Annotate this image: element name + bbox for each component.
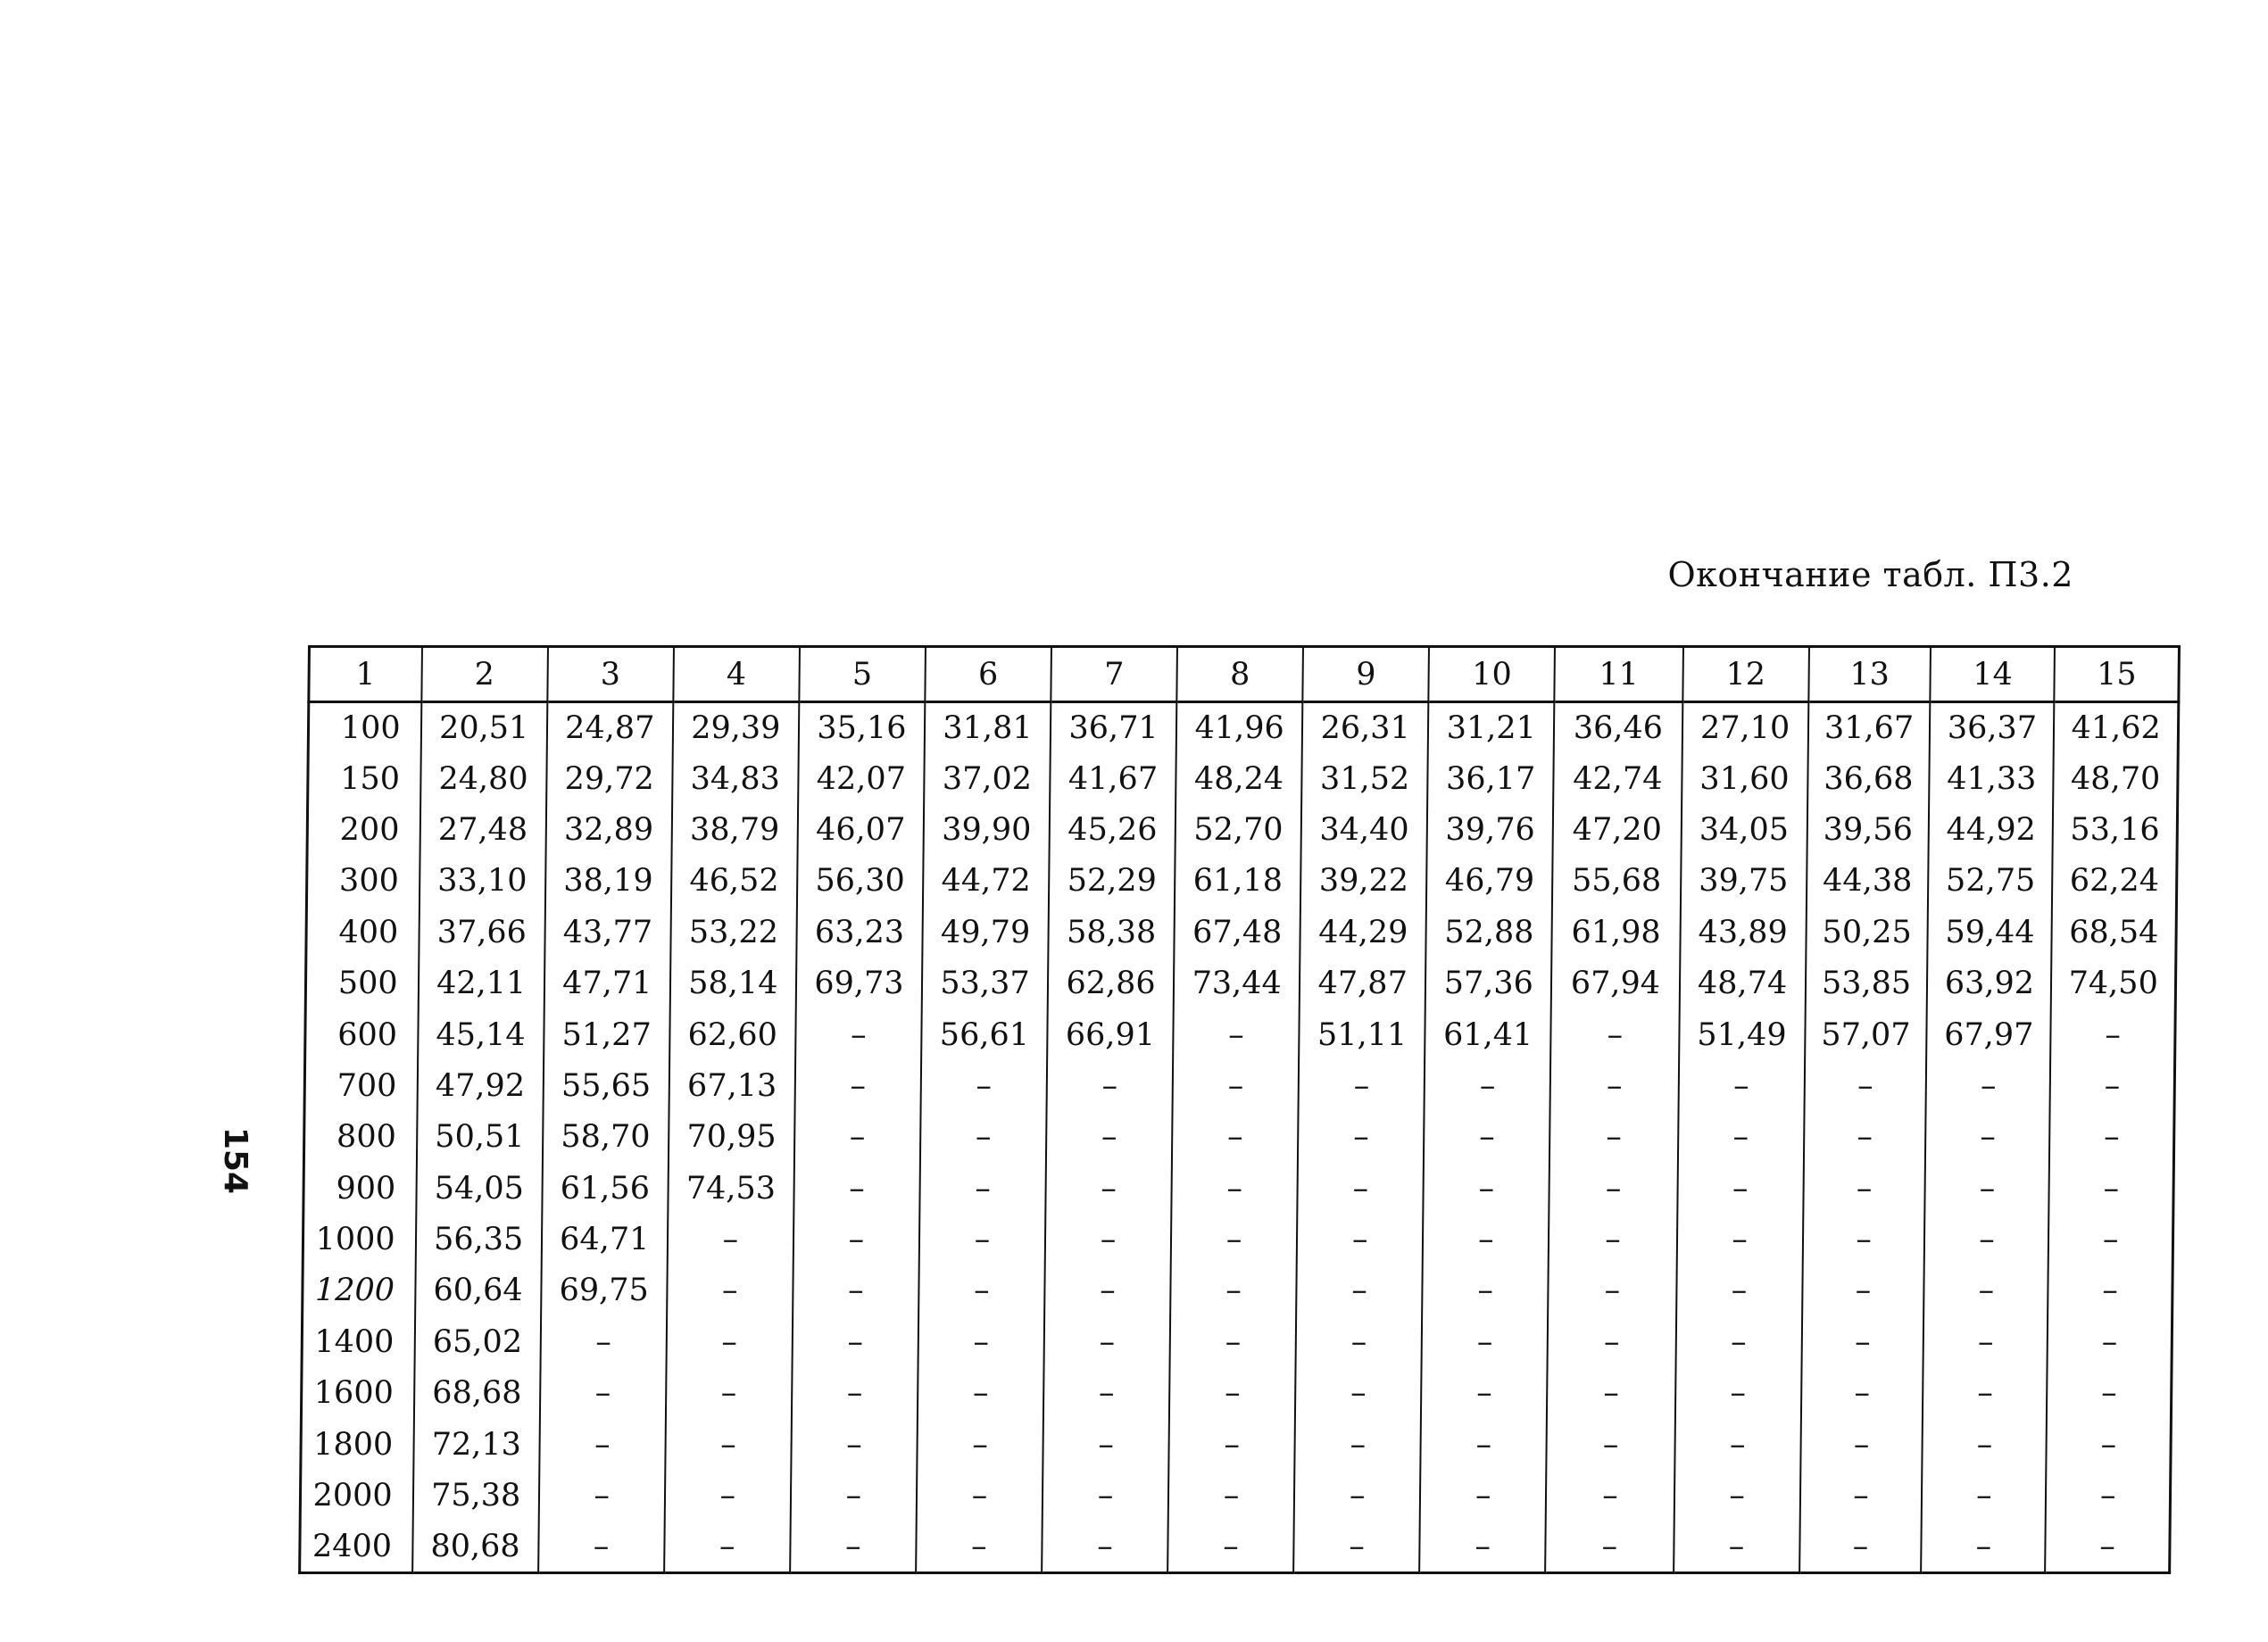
- table-cell: –: [1548, 1316, 1676, 1367]
- table-cell: 33,10: [420, 856, 546, 907]
- table-cell: 39,56: [1807, 804, 1929, 855]
- table-cell: –: [668, 1214, 794, 1265]
- column-header-10: 10: [1429, 647, 1556, 702]
- page-number: 154: [217, 1126, 254, 1195]
- table-row: [300, 1522, 2171, 1572]
- table-cell: 36,68: [1807, 753, 1930, 804]
- table-cell: –: [665, 1470, 792, 1521]
- table-cell: 65,02: [414, 1316, 541, 1367]
- table-caption: Окончание табл. П3.2: [1667, 555, 2073, 594]
- table-cell: 74,53: [668, 1163, 794, 1214]
- table-cell: –: [1043, 1419, 1169, 1470]
- table-cell: 39,75: [1680, 856, 1807, 907]
- table-cell: 50,51: [417, 1112, 544, 1163]
- table-cell: 29,39: [673, 702, 800, 753]
- row-label-cell: 300: [306, 856, 420, 907]
- table-cell: –: [1799, 1522, 1922, 1572]
- table-cell: 69,73: [796, 958, 923, 1008]
- table-row: [308, 702, 2179, 753]
- table-cell: 52,88: [1426, 907, 1553, 958]
- table-cell: –: [1294, 1419, 1421, 1470]
- table-cell: 57,36: [1425, 958, 1552, 1008]
- table-cell: 66,91: [1047, 1009, 1174, 1060]
- table-cell: –: [791, 1419, 918, 1470]
- table-cell: –: [1042, 1522, 1168, 1572]
- table-cell: 39,90: [923, 804, 1050, 855]
- table-cell: –: [1419, 1522, 1546, 1572]
- column-header-15: 15: [2055, 647, 2180, 702]
- table-cell: –: [1550, 1060, 1679, 1111]
- data-table: [298, 645, 2181, 1574]
- table-cell: 50,25: [1806, 907, 1928, 958]
- row-label-cell: 700: [304, 1060, 418, 1111]
- table-cell: –: [790, 1522, 917, 1572]
- table-cell: –: [1674, 1470, 1800, 1521]
- table-cell: 38,79: [671, 804, 798, 855]
- table-cell: 35,16: [799, 702, 926, 753]
- table-cell: 67,94: [1551, 958, 1680, 1008]
- table-cell: 67,13: [669, 1060, 795, 1111]
- table-cell: –: [1425, 1060, 1551, 1111]
- table-cell: –: [1801, 1368, 1923, 1419]
- row-label-cell: 900: [303, 1163, 417, 1214]
- table-cell: 47,20: [1553, 804, 1682, 855]
- table-cell: 58,70: [543, 1112, 669, 1163]
- table-cell: –: [1421, 1419, 1548, 1470]
- table-cell: 45,14: [418, 1009, 544, 1060]
- table-cell: 42,07: [798, 753, 925, 804]
- table-cell: –: [793, 1265, 919, 1316]
- row-label-cell: 1600: [301, 1368, 414, 1419]
- row-label-cell: 400: [306, 907, 420, 958]
- table-cell: –: [920, 1060, 1047, 1111]
- column-header-4: 4: [673, 647, 800, 702]
- table-cell: 61,18: [1175, 856, 1301, 907]
- row-label-cell: 800: [303, 1112, 417, 1163]
- table-cell: –: [1173, 1009, 1300, 1060]
- table-cell: 31,67: [1807, 702, 1930, 753]
- table-cell: –: [1804, 1112, 1926, 1163]
- table-cell: –: [1674, 1522, 1800, 1572]
- table-cell: 62,24: [2052, 856, 2177, 907]
- table-cell: 48,24: [1176, 753, 1302, 804]
- table-cell: –: [1170, 1316, 1297, 1367]
- column-header-9: 9: [1303, 647, 1430, 702]
- table-cell: –: [1297, 1163, 1424, 1214]
- table-cell: –: [2047, 1368, 2172, 1419]
- table-cell: 44,29: [1300, 907, 1427, 958]
- table-cell: –: [2048, 1316, 2172, 1367]
- table-cell: –: [792, 1316, 918, 1367]
- table-cell: –: [1044, 1316, 1171, 1367]
- table-cell: –: [1678, 1060, 1805, 1111]
- table-cell: –: [1675, 1316, 1802, 1367]
- table-cell: –: [1925, 1112, 2050, 1163]
- table-cell: –: [1922, 1522, 2047, 1572]
- table-row: [306, 907, 2177, 958]
- table-cell: 34,83: [672, 753, 799, 804]
- table-cell: –: [1043, 1470, 1169, 1521]
- table-cell: –: [1802, 1214, 1924, 1265]
- row-label-cell: 150: [308, 753, 421, 804]
- table-cell: 36,46: [1554, 702, 1682, 753]
- table-cell: 48,70: [2054, 753, 2179, 804]
- table-cell: 58,14: [670, 958, 797, 1008]
- table-cell: 29,72: [546, 753, 673, 804]
- row-label-cell: 200: [307, 804, 420, 855]
- column-header-7: 7: [1051, 647, 1177, 702]
- table-cell: –: [1548, 1265, 1676, 1316]
- table-cell: –: [2048, 1214, 2173, 1265]
- table-row: [307, 804, 2178, 855]
- table-cell: –: [794, 1112, 921, 1163]
- table-cell: 59,44: [1928, 907, 2053, 958]
- table-row: [300, 1470, 2171, 1521]
- table-cell: 45,26: [1050, 804, 1176, 855]
- table-cell: –: [793, 1214, 920, 1265]
- table-row: [303, 1163, 2174, 1214]
- table-cell: 24,87: [546, 702, 673, 753]
- table-cell: –: [1173, 1060, 1300, 1111]
- table-cell: –: [2049, 1112, 2174, 1163]
- table-cell: –: [1547, 1368, 1675, 1419]
- column-header-3: 3: [547, 647, 674, 702]
- table-cell: –: [1170, 1265, 1297, 1316]
- table-cell: 56,30: [797, 856, 924, 907]
- table-cell: –: [1171, 1214, 1298, 1265]
- table-cell: 54,05: [416, 1163, 543, 1214]
- table-cell: 74,50: [2051, 958, 2176, 1008]
- table-cell: –: [1172, 1112, 1299, 1163]
- table-cell: 52,75: [1928, 856, 2053, 907]
- table-cell: 53,22: [670, 907, 797, 958]
- table-cell: –: [920, 1112, 1047, 1163]
- table-cell: 55,68: [1552, 856, 1681, 907]
- column-header-11: 11: [1555, 647, 1683, 702]
- table-cell: 36,17: [1427, 753, 1554, 804]
- table-cell: 42,11: [418, 958, 544, 1008]
- table-cell: –: [666, 1368, 793, 1419]
- table-cell: 61,56: [542, 1163, 669, 1214]
- table-cell: 43,89: [1680, 907, 1807, 958]
- table-cell: –: [538, 1522, 665, 1572]
- table-cell: –: [1802, 1265, 1924, 1316]
- table-cell: –: [1923, 1419, 2048, 1470]
- table-cell: 39,22: [1300, 856, 1427, 907]
- table-cell: –: [1676, 1214, 1803, 1265]
- table-cell: –: [538, 1470, 665, 1521]
- row-label-cell: 2400: [300, 1522, 413, 1572]
- table-cell: –: [1550, 1009, 1679, 1060]
- table-cell: 46,52: [671, 856, 798, 907]
- table-cell: –: [918, 1368, 1044, 1419]
- column-header-13: 13: [1808, 647, 1931, 702]
- table-cell: 47,92: [417, 1060, 544, 1111]
- table-row: [303, 1265, 2173, 1316]
- table-row: [308, 753, 2179, 804]
- table-cell: –: [1168, 1419, 1295, 1470]
- table-cell: –: [1171, 1163, 1298, 1214]
- table-cell: 53,37: [922, 958, 1049, 1008]
- table-row: [306, 856, 2177, 907]
- row-label-cell: 1400: [302, 1316, 415, 1367]
- table-cell: 61,41: [1425, 1009, 1551, 1060]
- table-cell: –: [1424, 1163, 1550, 1214]
- table-cell: –: [1420, 1470, 1547, 1521]
- table-cell: 26,31: [1302, 702, 1429, 753]
- table-cell: –: [1047, 1060, 1174, 1111]
- table-cell: 24,80: [420, 753, 547, 804]
- table-cell: –: [1424, 1112, 1550, 1163]
- header-row: [309, 647, 2180, 702]
- table-cell: 39,76: [1427, 804, 1554, 855]
- table-cell: 47,71: [544, 958, 670, 1008]
- table-cell: 36,37: [1930, 702, 2055, 753]
- table-cell: –: [1422, 1316, 1549, 1367]
- table-cell: 46,07: [797, 804, 924, 855]
- table-cell: –: [1043, 1368, 1170, 1419]
- table-cell: 67,48: [1174, 907, 1300, 958]
- table-cell: 68,68: [414, 1368, 541, 1419]
- table-cell: –: [916, 1522, 1043, 1572]
- table-cell: –: [1674, 1368, 1801, 1419]
- table-cell: 63,92: [1927, 958, 2052, 1008]
- table-body: [300, 702, 2179, 1573]
- column-header-12: 12: [1682, 647, 1809, 702]
- table-cell: –: [791, 1470, 918, 1521]
- table-cell: 61,98: [1552, 907, 1681, 958]
- table-cell: –: [794, 1060, 921, 1111]
- table-cell: 51,49: [1679, 1009, 1806, 1060]
- table-cell: 31,21: [1428, 702, 1555, 753]
- table-cell: 34,40: [1301, 804, 1428, 855]
- table-row: [305, 958, 2176, 1008]
- table-cell: 63,23: [796, 907, 923, 958]
- table-cell: –: [1549, 1112, 1678, 1163]
- table-cell: 31,52: [1301, 753, 1428, 804]
- table-cell: 37,02: [924, 753, 1051, 804]
- table-cell: 70,95: [669, 1112, 795, 1163]
- table-cell: 51,27: [544, 1009, 670, 1060]
- table-row: [303, 1112, 2174, 1163]
- table-cell: 52,70: [1176, 804, 1302, 855]
- table-cell: 49,79: [922, 907, 1049, 958]
- table-cell: –: [665, 1419, 792, 1470]
- table-cell: –: [919, 1214, 1046, 1265]
- table-row: [301, 1368, 2172, 1419]
- table-cell: 34,05: [1681, 804, 1807, 855]
- column-header-6: 6: [925, 647, 1051, 702]
- table-cell: 75,38: [412, 1470, 539, 1521]
- table-cell: 41,96: [1176, 702, 1303, 753]
- column-header-1: 1: [309, 647, 422, 702]
- table-cell: 62,60: [669, 1009, 796, 1060]
- column-header-5: 5: [799, 647, 926, 702]
- table-cell: –: [1799, 1470, 1922, 1521]
- table-cell: –: [1169, 1368, 1296, 1419]
- table-cell: –: [1803, 1163, 1925, 1214]
- table-cell: –: [917, 1419, 1043, 1470]
- table-cell: –: [1299, 1060, 1425, 1111]
- table-cell: –: [1674, 1419, 1801, 1470]
- table-cell: –: [1924, 1214, 2049, 1265]
- table-cell: –: [1923, 1368, 2048, 1419]
- row-label-cell: 1000: [303, 1214, 416, 1265]
- row-label-cell: 100: [308, 702, 421, 753]
- table-cell: –: [1296, 1265, 1423, 1316]
- table-cell: 37,66: [419, 907, 545, 958]
- column-header-2: 2: [421, 647, 548, 702]
- row-label-cell: 1800: [301, 1419, 414, 1470]
- table-cell: –: [795, 1009, 922, 1060]
- table-cell: 27,48: [420, 804, 546, 855]
- table-cell: –: [1421, 1368, 1548, 1419]
- table-cell: 36,71: [1051, 702, 1177, 753]
- table-cell: 31,60: [1682, 753, 1808, 804]
- table-cell: –: [539, 1419, 666, 1470]
- table-cell: 32,89: [545, 804, 672, 855]
- table-row: [302, 1316, 2172, 1367]
- table-cell: –: [1924, 1265, 2049, 1316]
- table-cell: 67,97: [1927, 1009, 2052, 1060]
- table-cell: –: [917, 1470, 1043, 1521]
- table-cell: –: [2049, 1163, 2174, 1214]
- table-cell: –: [1297, 1214, 1424, 1265]
- table-cell: –: [1926, 1060, 2051, 1111]
- table-row: [305, 1009, 2176, 1060]
- table-cell: 53,16: [2053, 804, 2178, 855]
- table-cell: –: [792, 1368, 918, 1419]
- table-cell: 27,10: [1682, 702, 1808, 753]
- table-cell: 48,74: [1679, 958, 1806, 1008]
- column-header-8: 8: [1176, 647, 1303, 702]
- table-cell: 64,71: [541, 1214, 668, 1265]
- table-cell: –: [2046, 1470, 2171, 1521]
- table-cell: –: [1804, 1060, 1926, 1111]
- table-cell: –: [1295, 1368, 1422, 1419]
- table-cell: –: [1800, 1419, 1923, 1470]
- table-cell: 20,51: [420, 702, 547, 753]
- table-cell: –: [1168, 1470, 1295, 1521]
- row-label-cell: 2000: [300, 1470, 413, 1521]
- table-cell: 51,11: [1299, 1009, 1425, 1060]
- table-row: [301, 1419, 2172, 1470]
- table-header: [309, 647, 2180, 702]
- table-cell: 62,86: [1048, 958, 1175, 1008]
- table-cell: –: [919, 1163, 1046, 1214]
- table-cell: –: [918, 1316, 1044, 1367]
- table-cell: 60,64: [415, 1265, 542, 1316]
- table-cell: –: [1677, 1112, 1804, 1163]
- table-cell: 47,87: [1300, 958, 1426, 1008]
- table-cell: 38,19: [545, 856, 672, 907]
- table-cell: –: [918, 1265, 1045, 1316]
- table-cell: –: [1545, 1522, 1674, 1572]
- table-cell: –: [540, 1316, 667, 1367]
- column-header-14: 14: [1931, 647, 2056, 702]
- table-cell: –: [1677, 1163, 1804, 1214]
- row-label-cell: 500: [305, 958, 419, 1008]
- table-cell: –: [793, 1163, 920, 1214]
- table-cell: 57,07: [1805, 1009, 1927, 1060]
- table-cell: –: [1044, 1265, 1171, 1316]
- table-cell: –: [1422, 1265, 1549, 1316]
- table-cell: –: [1167, 1522, 1294, 1572]
- table-cell: –: [2051, 1009, 2176, 1060]
- table-cell: 55,65: [543, 1060, 669, 1111]
- table-cell: –: [666, 1316, 793, 1367]
- table-cell: 44,38: [1807, 856, 1929, 907]
- table-row: [304, 1060, 2175, 1111]
- table-cell: 68,54: [2052, 907, 2177, 958]
- table-cell: –: [1549, 1214, 1677, 1265]
- table-cell: 44,92: [1929, 804, 2054, 855]
- table-cell: –: [2047, 1419, 2172, 1470]
- table-cell: –: [667, 1265, 793, 1316]
- table-row: [303, 1214, 2173, 1265]
- table-cell: –: [1298, 1112, 1425, 1163]
- table-cell: –: [1045, 1163, 1172, 1214]
- table-cell: –: [540, 1368, 667, 1419]
- table-cell: 53,85: [1805, 958, 1927, 1008]
- table-cell: 80,68: [412, 1522, 539, 1572]
- table-cell: –: [1296, 1316, 1423, 1367]
- table-cell: 44,72: [923, 856, 1050, 907]
- table-cell: 41,33: [1930, 753, 2055, 804]
- table-cell: 41,62: [2054, 702, 2179, 753]
- table-cell: 72,13: [413, 1419, 540, 1470]
- table-cell: 58,38: [1048, 907, 1175, 958]
- table-cell: –: [2046, 1522, 2171, 1572]
- table-cell: –: [2048, 1265, 2173, 1316]
- table-cell: –: [1801, 1316, 1923, 1367]
- table-cell: 31,81: [925, 702, 1051, 753]
- table-cell: –: [1925, 1163, 2050, 1214]
- table-cell: 41,67: [1050, 753, 1176, 804]
- table-cell: –: [1294, 1470, 1421, 1521]
- table-cell: –: [1922, 1470, 2047, 1521]
- table-cell: –: [1046, 1112, 1173, 1163]
- table-cell: 42,74: [1553, 753, 1682, 804]
- table-cell: 56,35: [415, 1214, 542, 1265]
- table-cell: –: [1549, 1163, 1678, 1214]
- row-label-cell: 1200: [303, 1265, 416, 1316]
- table-cell: –: [664, 1522, 791, 1572]
- table-cell: –: [2050, 1060, 2175, 1111]
- table-cell: 46,79: [1426, 856, 1553, 907]
- table-cell: 43,77: [544, 907, 671, 958]
- table-cell: 56,61: [921, 1009, 1048, 1060]
- table-cell: –: [1547, 1419, 1675, 1470]
- table-cell: –: [1676, 1265, 1803, 1316]
- table-cell: 52,29: [1049, 856, 1176, 907]
- table-cell: –: [1423, 1214, 1549, 1265]
- row-label-cell: 600: [305, 1009, 419, 1060]
- table-cell: –: [1546, 1470, 1674, 1521]
- table-cell: –: [1045, 1214, 1172, 1265]
- table-cell: –: [1923, 1316, 2048, 1367]
- table-cell: 69,75: [541, 1265, 668, 1316]
- table-cell: 73,44: [1174, 958, 1300, 1008]
- table-cell: –: [1293, 1522, 1420, 1572]
